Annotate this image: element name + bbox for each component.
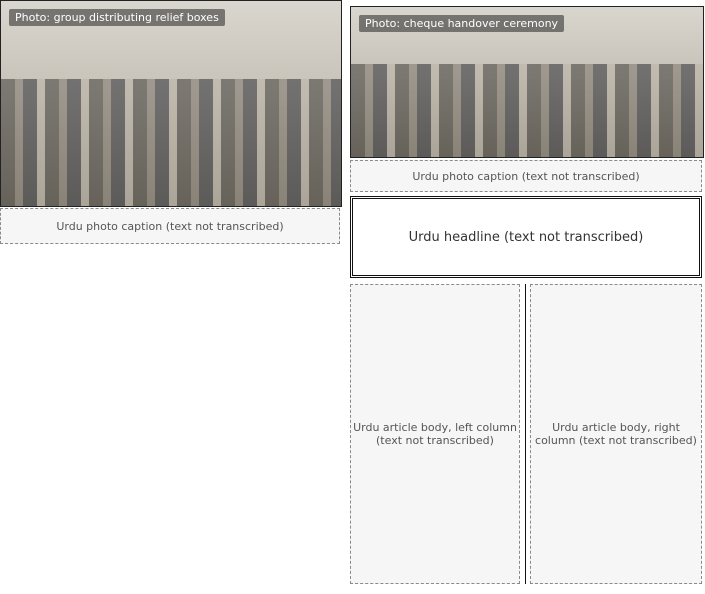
photo-right-label: Photo: cheque handover ceremony <box>359 15 564 32</box>
column-divider <box>525 284 526 584</box>
photo-people <box>1 79 341 206</box>
photo-relief-distribution <box>0 0 342 207</box>
article-body-left-column: Urdu article body, left column (text not transcribed) <box>350 284 520 584</box>
caption-left: Urdu photo caption (text not transcribed) <box>0 208 340 244</box>
photo-cheque-ceremony <box>350 6 704 158</box>
headline: Urdu headline (text not transcribed) <box>350 196 702 278</box>
caption-right: Urdu photo caption (text not transcribed) <box>350 160 702 192</box>
photo-left-label: Photo: group distributing relief boxes <box>9 9 225 26</box>
photo-people <box>351 64 703 157</box>
article-body-right-column: Urdu article body, right column (text not transcribed) <box>530 284 702 584</box>
